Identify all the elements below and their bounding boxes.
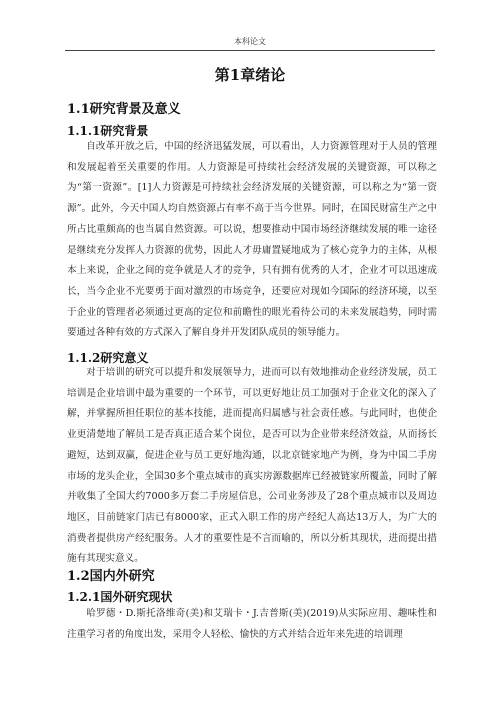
section-heading-1-1: 1.1研究背景及意义 (67, 102, 181, 117)
paragraph-research-significance: 对于培训的研究可以提升和发展领导力，进而可以有效地推动企业经济发展，员工培训是企业培训中最为重要的一个环节，可以更好地让员工加强对于企业文化的深入了解，并掌握所担任职位的基本技能，进而提高归属感与社会责任感。与此同时，也使企业更清楚地了解员工是否真正适合某个岗位，是否可以为企业带来经济效益，从而扬长避短，达到双赢，促进企业与员工更好地沟通，以北京链家地产为例，身为中国二手房市场的龙头企业，全国30多个重点城市的真实房源数据库已经被链家所覆盖，同时了解并收集了全国大约7000多万套二手房屋信息，公司业务涉及了28个重点城市以及周边地区，目前链家门店已有8000家，正式入职工作的房产经纪人高达13万人，为广大的消费者提供房产经纪服务。人才的重要性是不言而喻的，所以分析其现状，进而提出措施有其现实意义。 (67, 367, 437, 565)
section-heading-1-2: 1.2国内外研究 (67, 569, 155, 584)
paragraph-research-background: 自改革开放之后，中国的经济迅猛发展，可以看出，人力资源管理对于人员的管理和发展起着至关重要的作用。人力资源是可持续社会经济发展的关键资源，可以称之为“第一资源”。[1]人力资源是可持续社会经济发展的关键资源，可以称之为“第一资源”。此外，今天中国人均自然资源占有率不高于当今世界。同时，在国民财富生产之中所占比重颇高的也当属自然资源。可以说，想要推动中国市场经济继续发展的唯一途径是继续充分发挥人力资源的优势，因此人才毋庸置疑地成为了核心竞争力的主体，从根本上来说，企业之间的竞争就是人才的竞争，只有拥有优秀的人才，企业才可以迅速成长，当今企业不光要勇于面对激烈的市场竞争，还要应对现如今国际的经济环境，以至于企业的管理者必须通过更高的定位和前瞻性的眼光看待公司的未来发展趋势，同时需要通过各种有效的方式深入了解自身并开发团队成员的领导能力。 (67, 141, 437, 339)
paragraph-foreign-research: 哈罗德・D.斯托洛维奇(美)和艾瑞卡・J.吉普斯(美)(2019)从实际应用、趣味性和注重学习者的角度出发，采用令人轻松、愉快的方式并结合近年来先进的培训理 (67, 608, 437, 640)
chapter-title: 第1章绪论 (214, 66, 286, 84)
header-rule (65, 50, 435, 51)
subsection-heading-1-1-2: 1.1.2研究意义 (67, 351, 149, 365)
running-header: 本科论文 (234, 37, 266, 46)
subsection-heading-1-2-1: 1.2.1国外研究现状 (67, 590, 173, 604)
subsection-heading-1-1-1: 1.1.1研究背景 (67, 124, 149, 138)
